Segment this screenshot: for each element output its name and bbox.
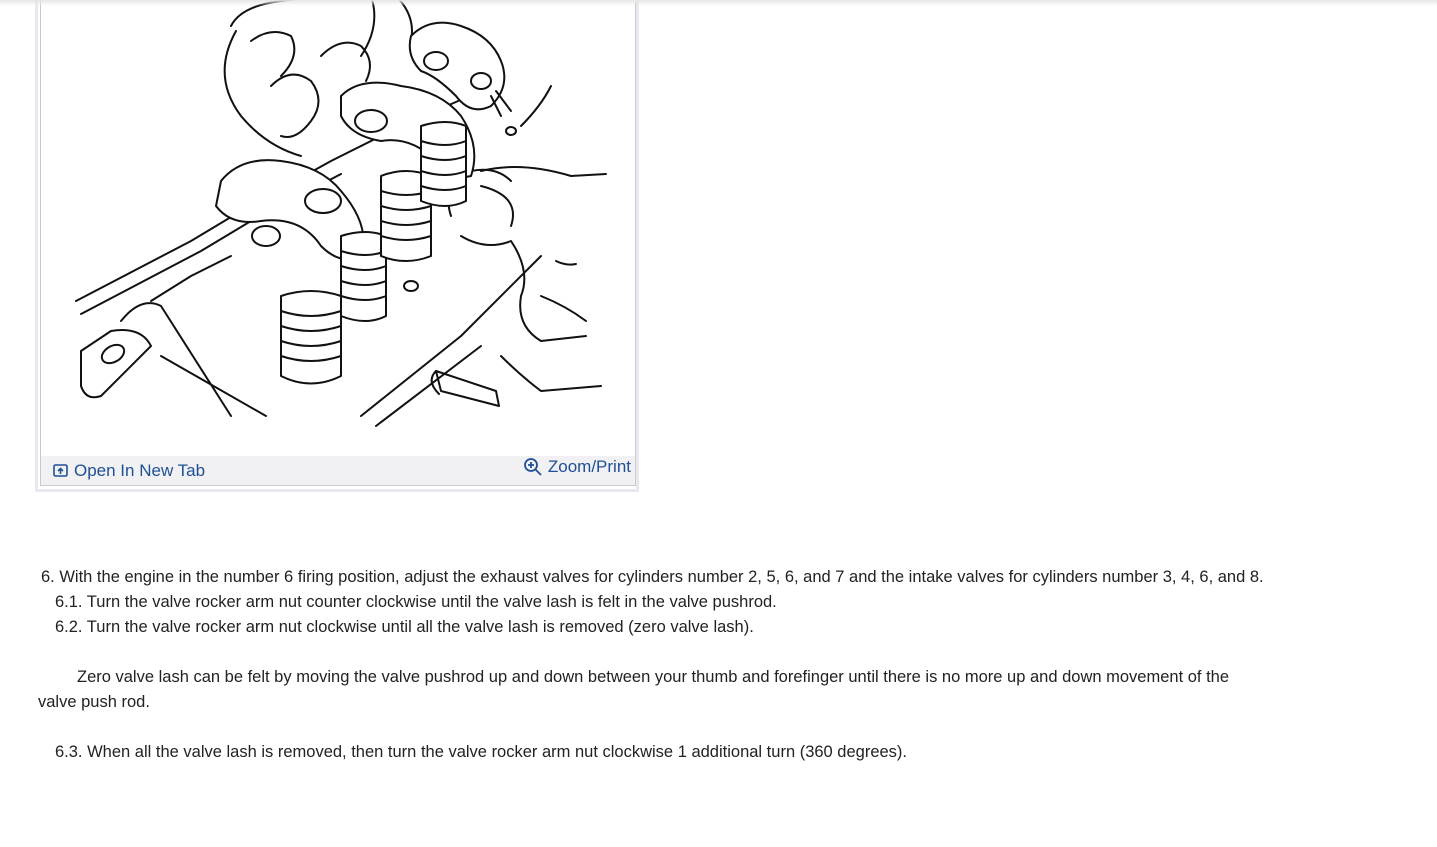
step-6-2-text: 6.2. Turn the valve rocker arm nut clockwise until all the valve lash is removed (zero valve lash). xyxy=(55,618,754,636)
zoom-print-link[interactable] xyxy=(523,457,631,477)
step-6-3-text: 6.3. When all the valve lash is removed, then turn the valve rocker arm nut clockwise 1 additional turn (360 degrees). xyxy=(55,743,908,761)
zero-valve-lash-note: Zero valve lash can be felt by moving the valve pushrod up and down between your thumb and forefinger until there is no more up and down movement of the valve push rod. xyxy=(38,668,1230,711)
open-in-new-tab-link[interactable] xyxy=(53,461,205,481)
open-in-new-tab-label: Open In New Tab xyxy=(74,461,206,480)
zoom-in-icon xyxy=(523,457,543,477)
figure-action-bar xyxy=(40,456,636,486)
figure-container xyxy=(35,0,639,492)
engine-valve-rocker-arm-diagram-icon[interactable] xyxy=(41,0,635,456)
figure-image-area xyxy=(40,0,636,456)
instructions-text xyxy=(38,565,1268,765)
open-new-tab-icon xyxy=(53,464,69,478)
step-6-1-text: 6.1. Turn the valve rocker arm nut counter clockwise until the valve lash is felt in the valve pushrod. xyxy=(55,593,777,611)
step-6-text: 6. With the engine in the number 6 firing position, adjust the exhaust valves for cylinders number 2, 5, 6, and 7 and the intake valves for cylinders number 3, 4, 6, and 8. xyxy=(41,568,1264,586)
top-scroll-shadow xyxy=(0,0,1437,6)
zoom-print-label: Zoom/Print xyxy=(547,457,631,476)
